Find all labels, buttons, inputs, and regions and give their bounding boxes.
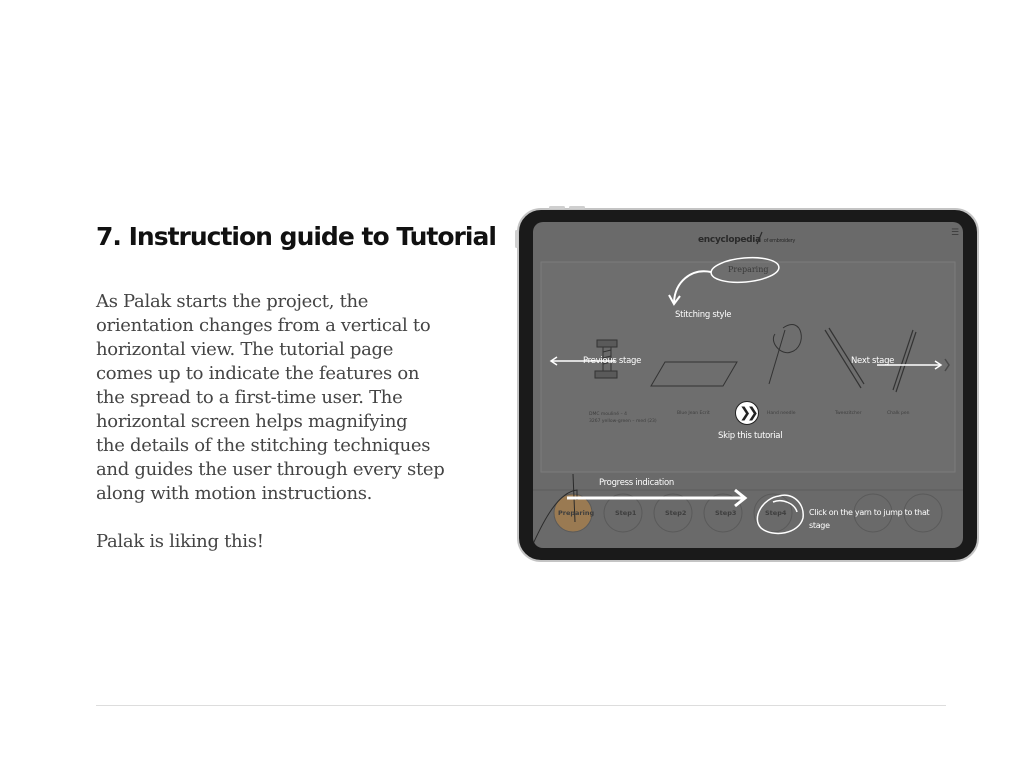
- progress-indication-label: Progress indication: [599, 478, 674, 488]
- tablet-power-button: [515, 230, 518, 248]
- section-body: As Palak starts the project, the orientation changes from a vertical to horizontal view. The tutorial page comes up to indicate the features on the spread to a first-time user. The horizontal screen helps magnifying the details of the stitching techniques and guides the user through every step along with motion instructions. Palak is liking this!: [96, 291, 445, 552]
- stage-label-step1: Step1: [615, 509, 637, 517]
- stage-label-step3: Step3: [715, 509, 737, 517]
- stage-label-preparing: Preparing: [558, 509, 595, 517]
- tool-caption-needle: Hand needle: [767, 411, 796, 416]
- hamburger-icon[interactable]: ☰: [951, 228, 960, 238]
- app-logo[interactable]: encyclopedia of embroidery: [698, 235, 796, 245]
- double-chevron-icon: ❯❯: [739, 405, 755, 421]
- tool-caption-pen: Chalk pen: [887, 411, 910, 416]
- tool-caption-fabric: Blue Jean Ecrit: [677, 411, 710, 416]
- tool-caption-tweezer: Tweezitcher: [835, 411, 862, 416]
- click-yarn-label: Click on the yarn to jump to that stage: [809, 508, 930, 530]
- next-stage-label: Next stage: [851, 356, 895, 366]
- stage-label-step2: Step2: [665, 509, 687, 517]
- tablet-screen: [533, 222, 963, 548]
- previous-stage-label: Previous stage: [583, 356, 642, 366]
- tablet-mockup: [517, 208, 979, 562]
- skip-tutorial-button[interactable]: [735, 401, 759, 425]
- divider: [96, 705, 946, 706]
- stitching-style-label: Stitching style: [675, 310, 732, 320]
- skip-tutorial-label[interactable]: Skip this tutorial: [718, 431, 783, 441]
- app-logo-sub: of embroidery: [763, 238, 796, 244]
- tool-caption-thread: DMC mouliné – 4 3267 yellow-green – med (23): [589, 412, 657, 424]
- stage-label-step4: Step4: [765, 509, 787, 517]
- preparing-label: Preparing: [728, 265, 769, 274]
- section-heading: 7. Instruction guide to Tutorial: [96, 222, 496, 251]
- tablet-volume-button: [569, 206, 585, 209]
- tablet-volume-button: [549, 206, 565, 209]
